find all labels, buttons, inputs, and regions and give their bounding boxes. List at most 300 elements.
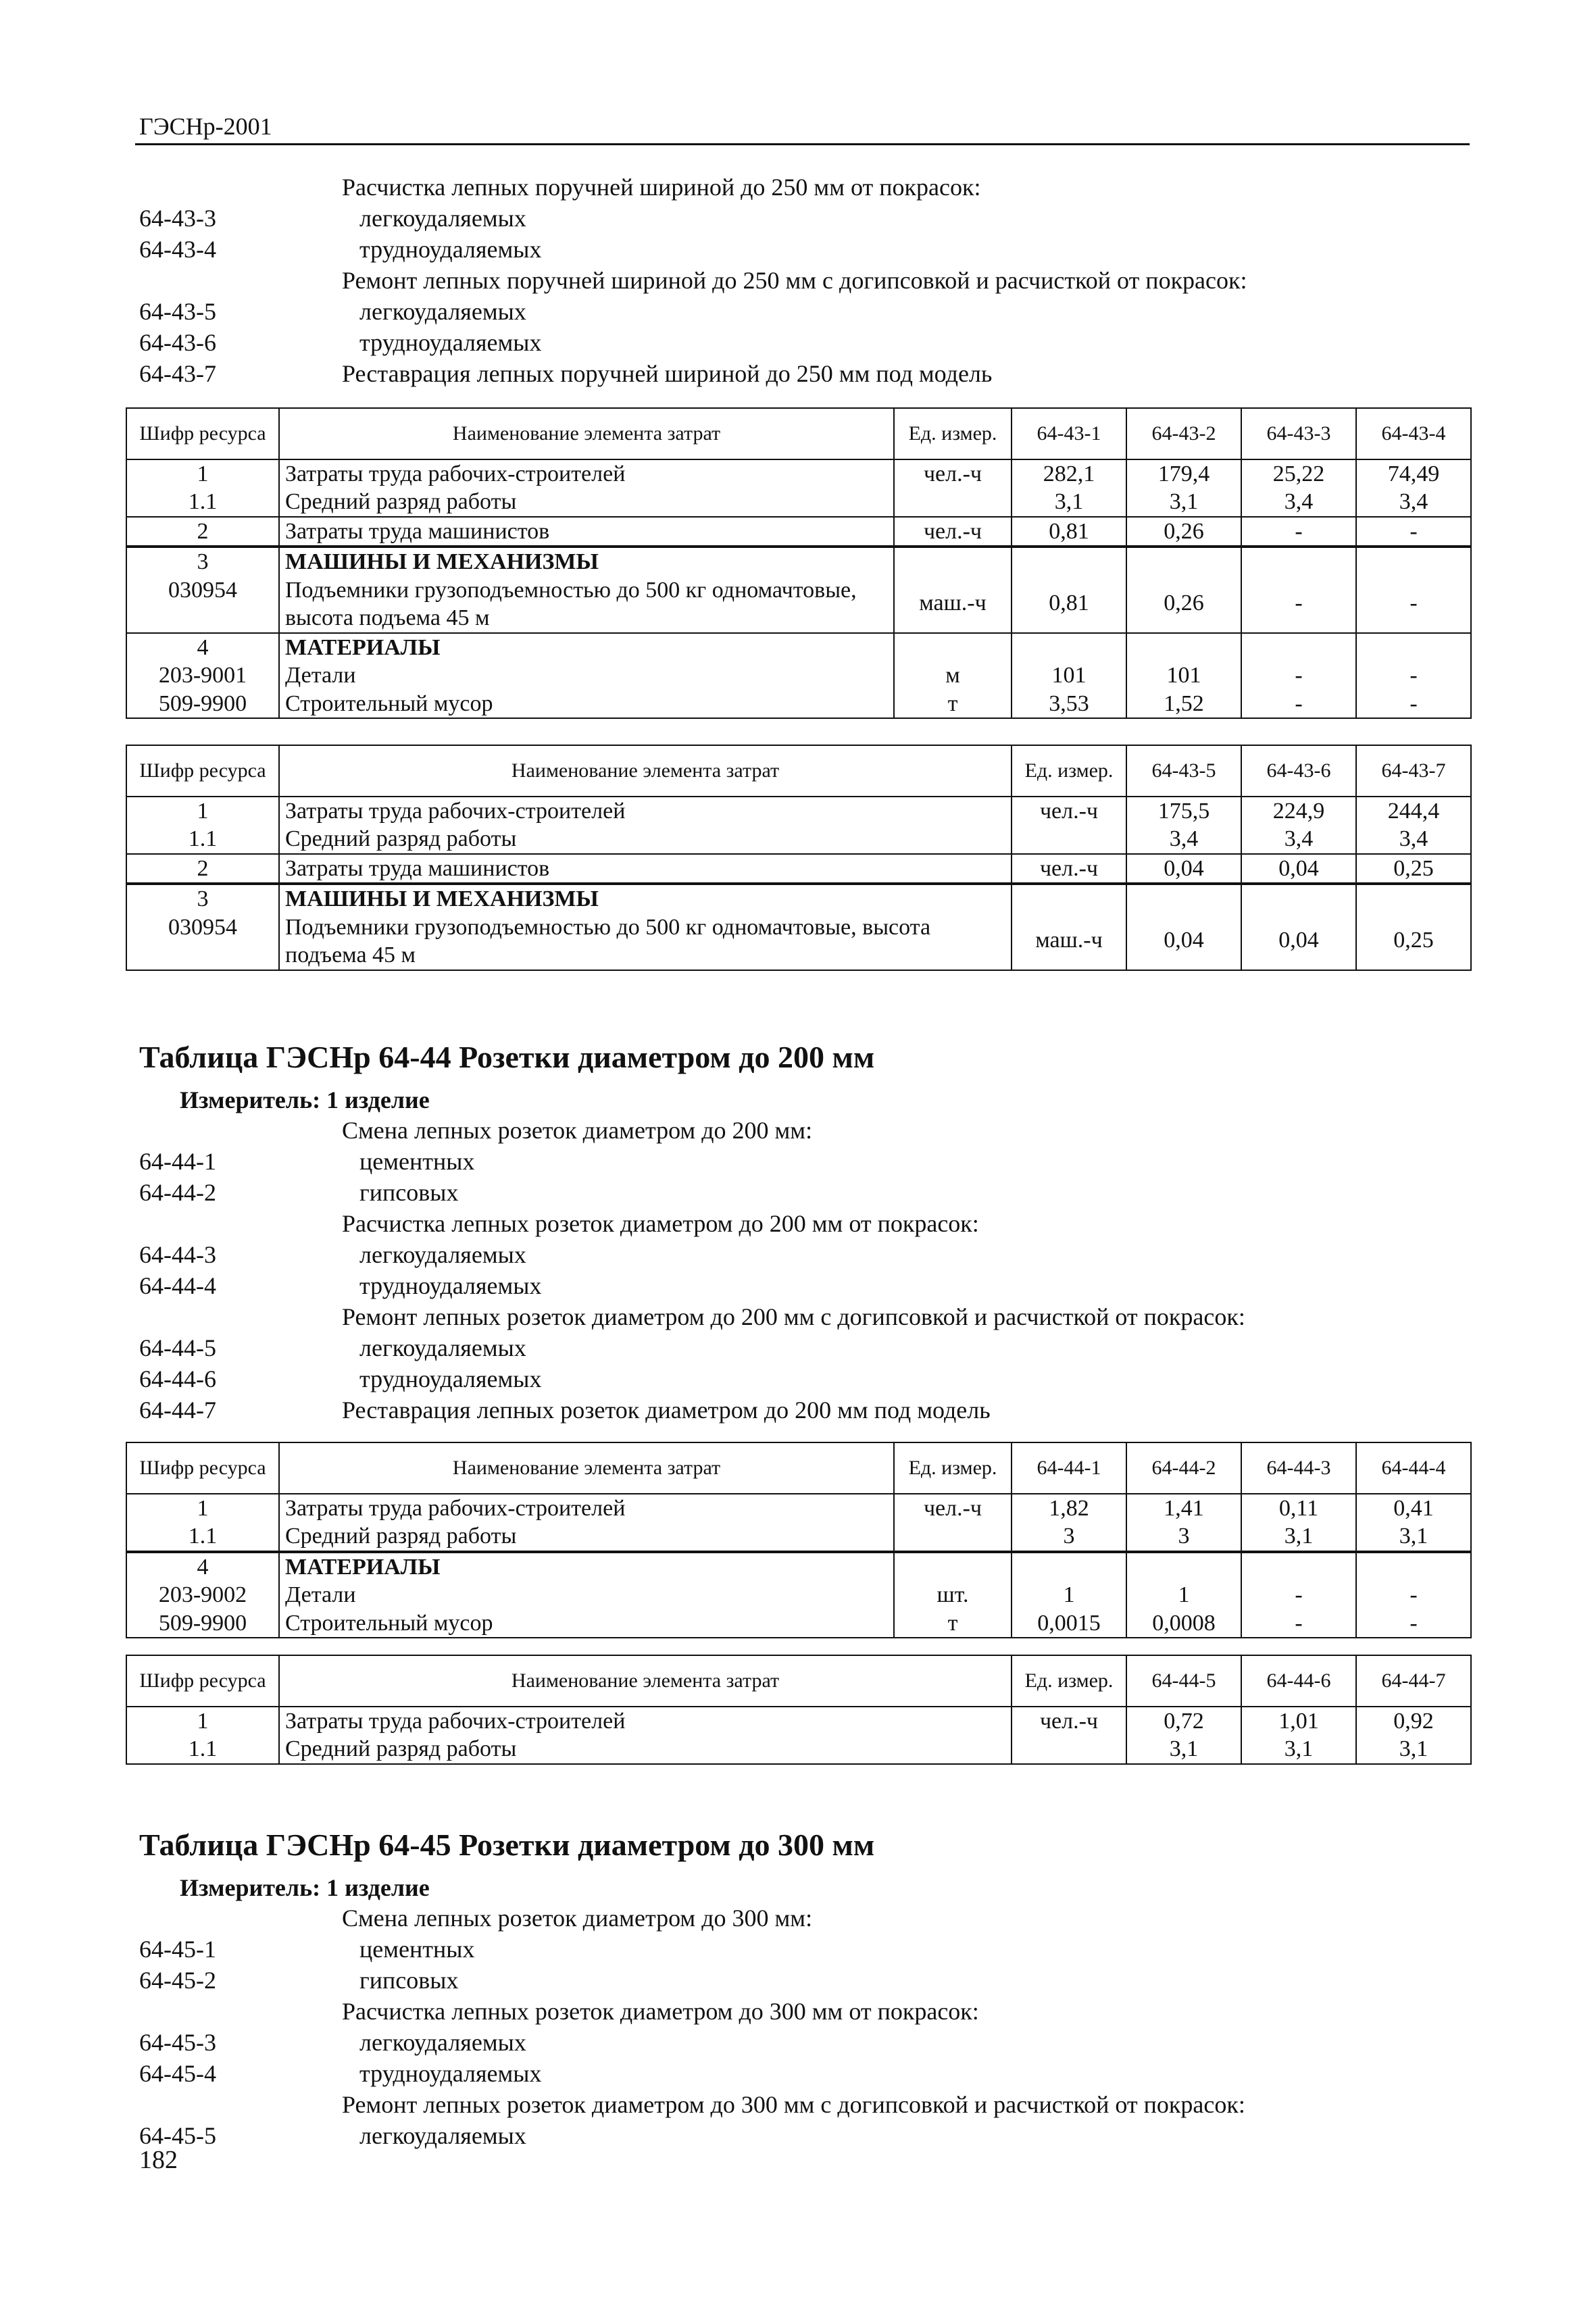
work-heading: Смена лепных розеток диаметром до 300 мм: [342,1905,813,1932]
norm-value: 3,1 [1054,489,1084,515]
cell-code [126,797,279,854]
work-code: 64-45-5 [139,2122,216,2149]
section-heading: МАШИНЫ И МЕХАНИЗМЫ [285,886,599,912]
cell-value [1126,1494,1241,1551]
norm-value: - [1295,663,1303,688]
resource-code: 1.1 [188,489,218,515]
cell-value [1012,1553,1126,1638]
cell-code [126,854,279,883]
resource-name: Затраты труда рабочих-строителей [285,1496,626,1521]
norm-value [1362,1553,1465,1581]
work-list-64-45 [139,1904,1470,2153]
list-line [139,1147,1470,1178]
cell-code [126,884,279,970]
cell-value [1012,633,1126,718]
cell-code [126,1494,279,1551]
table-row [126,547,1471,632]
list-line [139,1334,1470,1365]
resource-name: Средний разряд работы [285,826,517,852]
norm-table-64-43-b [126,745,1472,971]
norm-value: 0,0015 [1037,1610,1101,1636]
work-code: 64-43-3 [139,205,216,232]
cell-value [1356,1494,1471,1551]
norm-value: 0,81 [1049,590,1089,615]
norm-value: - [1410,590,1418,615]
work-heading: Ремонт лепных поручней шириной до 250 мм с догипсовкой и расчисткой от покрасок: [342,267,1247,294]
list-line [139,1904,1470,1935]
table-row [126,1494,1471,1551]
list-line [139,2090,1470,2121]
work-subitem: трудноудаляемых [359,236,542,263]
resource-name: Подъемники грузоподъемностью до 500 кг одномачтовые, высота подъема 45 м [285,577,857,631]
resource-unit [900,1553,1005,1581]
work-code: 64-44-5 [139,1334,216,1361]
norm-value [1362,634,1465,661]
list-line [139,1365,1470,1396]
resource-name: Средний разряд работы [285,1524,517,1549]
cell-value [1012,517,1126,546]
resource-unit: чел.-ч [923,461,982,486]
norm-value: 3,53 [1049,690,1089,716]
cell-code [126,1553,279,1638]
norm-value [1018,634,1120,661]
cell-code [126,517,279,546]
cell-unit [894,459,1012,517]
col-header-unit: Ед. измер. [1012,745,1126,797]
work-subitem: трудноудаляемых [359,2060,542,2087]
col-header-code: Шифр ресурса [126,408,279,459]
norm-value: - [1295,518,1303,544]
resource-code: 2 [197,855,209,881]
norm-value: 282,1 [1043,461,1095,486]
norm-value: 0,26 [1164,518,1204,544]
work-code: 64-45-1 [139,1936,216,1963]
cell-code [126,547,279,632]
col-header-code: Шифр ресурса [126,1442,279,1494]
cell-unit [894,1553,1012,1638]
resource-unit: чел.-ч [1039,1709,1099,1734]
cell-value [1126,884,1241,970]
norm-value: 0,92 [1393,1709,1434,1734]
cell-value [1126,854,1241,883]
norm-value [1018,548,1120,576]
col-header-norm: 64-44-2 [1126,1442,1241,1494]
table-title-64-45: Таблица ГЭСНр 64-45 Розетки диаметром до 300 мм [139,1828,875,1862]
header-rule [135,143,1470,145]
norm-value: 3,1 [1399,1524,1428,1549]
cell-value [1241,459,1356,517]
norm-value: - [1410,518,1418,544]
header-row [126,745,1471,797]
resource-code: 1.1 [188,826,218,852]
col-header-name: Наименование элемента затрат [279,408,894,459]
cell-value [1012,547,1126,632]
norm-value [1132,1553,1235,1581]
cell-value [1126,517,1241,546]
norm-value: 0,41 [1393,1496,1434,1521]
resource-code: 203-9001 [158,663,247,688]
cell-value [1241,1494,1356,1551]
work-heading: Реставрация лепных розеток диаметром до 200 мм под модель [342,1397,991,1424]
resource-code: 203-9002 [158,1582,247,1608]
work-heading: Расчистка лепных поручней шириной до 250 мм от покрасок: [342,174,981,201]
resource-code: 1 [197,1709,209,1734]
cell-name [279,884,1012,970]
work-subitem: легкоудаляемых [359,205,526,232]
col-header-norm: 64-43-5 [1126,745,1241,797]
work-code: 64-43-5 [139,298,216,325]
work-subitem: цементных [359,1936,475,1963]
resource-code: 1 [197,1496,209,1521]
resource-unit: т [947,690,958,716]
col-header-name: Наименование элемента затрат [279,745,1012,797]
cell-value [1356,854,1471,883]
resource-name: Средний разряд работы [285,489,517,515]
table-row [126,459,1471,517]
table-row [126,1553,1471,1638]
norm-value: 224,9 [1272,799,1325,824]
norm-value [1132,548,1235,576]
cell-value [1241,547,1356,632]
norm-value: 25,22 [1272,461,1325,486]
list-line [139,1997,1470,2028]
col-header-norm: 64-44-4 [1356,1442,1471,1494]
work-code: 64-43-6 [139,329,216,356]
norm-value: 0,04 [1278,855,1319,881]
col-header-name: Наименование элемента затрат [279,1655,1012,1707]
norm-value: - [1410,1582,1418,1608]
cell-value [1356,547,1471,632]
work-code: 64-44-1 [139,1148,216,1175]
resource-unit [900,548,1005,576]
norm-value: 0,04 [1164,855,1204,881]
cell-value [1126,547,1241,632]
resource-code: 030954 [168,914,237,940]
list-line [139,2059,1470,2090]
header-row [126,1655,1471,1707]
norm-value: 1,82 [1049,1496,1089,1521]
list-line [139,266,1470,297]
norm-value [1132,885,1235,913]
work-subitem: гипсовых [359,1967,459,1994]
col-header-code: Шифр ресурса [126,1655,279,1707]
norm-value: 74,49 [1387,461,1440,486]
work-heading: Расчистка лепных розеток диаметром до 200 мм от покрасок: [342,1210,979,1237]
norm-value [1362,885,1465,913]
cell-value [1126,797,1241,854]
resource-name: Затраты труда машинистов [285,518,550,544]
norm-value: 3,1 [1284,1736,1314,1762]
table-title-64-44: Таблица ГЭСНр 64-44 Розетки диаметром до 200 мм [139,1040,875,1074]
norm-value: 0,25 [1393,855,1434,881]
col-header-unit: Ед. измер. [894,1442,1012,1494]
norm-value: 3,4 [1399,826,1428,852]
cell-value [1012,1494,1126,1551]
work-code: 64-43-4 [139,236,216,263]
cell-value [1356,517,1471,546]
norm-table-64-43-a [126,407,1472,719]
resource-code: 1.1 [188,1524,218,1549]
work-subitem: цементных [359,1148,475,1175]
col-header-norm: 64-43-2 [1126,408,1241,459]
page-number: 182 [139,2146,178,2174]
resource-unit: маш.-ч [1035,927,1103,953]
resource-code: 3 [197,549,209,575]
cell-name [279,797,1012,854]
resource-name: Детали [285,663,356,688]
work-code: 64-44-7 [139,1397,216,1424]
cell-code [126,633,279,718]
work-list-64-43 [139,173,1470,391]
cell-value [1241,797,1356,854]
meter-64-45: Измеритель: 1 изделие [180,1874,430,1901]
norm-value: 3 [1063,1524,1075,1549]
work-code: 64-43-7 [139,360,216,387]
resource-code: 509-9900 [158,1610,247,1636]
norm-value: - [1410,663,1418,688]
resource-unit: чел.-ч [923,1496,982,1521]
norm-value: 0,25 [1393,927,1434,953]
norm-value: 1,41 [1164,1496,1204,1521]
work-heading: Реставрация лепных поручней шириной до 250 мм под модель [342,360,993,387]
cell-name [279,633,894,718]
table-row [126,854,1471,883]
col-header-norm: 64-43-4 [1356,408,1471,459]
work-code: 64-44-3 [139,1241,216,1268]
cell-value [1356,459,1471,517]
col-header-name: Наименование элемента затрат [279,1442,894,1494]
cell-value [1356,633,1471,718]
list-line [139,173,1470,204]
resource-name: Строительный мусор [285,690,493,716]
norm-value: 0,81 [1049,518,1089,544]
cell-unit [894,547,1012,632]
list-line [139,1178,1470,1209]
work-heading: Расчистка лепных розеток диаметром до 300 мм от покрасок: [342,1998,979,2025]
cell-name [279,547,894,632]
cell-value [1356,797,1471,854]
col-header-norm: 64-44-1 [1012,1442,1126,1494]
table-row [126,884,1471,970]
list-line [139,1209,1470,1240]
resource-unit [1018,885,1120,913]
cell-value [1241,517,1356,546]
list-line [139,1240,1470,1272]
norm-value [1018,1553,1120,1581]
norm-value: - [1295,690,1303,716]
norm-value: - [1410,1610,1418,1636]
norm-value [1362,548,1465,576]
resource-unit: т [947,1610,958,1636]
work-code: 64-44-4 [139,1272,216,1299]
resource-code: 030954 [168,577,237,603]
resource-unit [900,488,1005,515]
col-header-norm: 64-43-6 [1241,745,1356,797]
resource-unit [1018,825,1120,853]
resource-code: 2 [197,518,209,544]
work-subitem: легкоудаляемых [359,1241,526,1268]
table-row [126,517,1471,546]
section-heading: МАТЕРИАЛЫ [285,634,441,660]
work-heading: Ремонт лепных розеток диаметром до 200 мм с догипсовкой и расчисткой от покрасок: [342,1303,1245,1330]
section-heading: МАТЕРИАЛЫ [285,1554,441,1580]
cell-value [1241,633,1356,718]
norm-value: 0,0008 [1152,1610,1216,1636]
header-row [126,408,1471,459]
cell-value [1126,459,1241,517]
list-line [139,328,1470,359]
table-row [126,797,1471,854]
cell-name [279,517,894,546]
list-line [139,1396,1470,1427]
cell-value [1126,1707,1241,1764]
norm-value: 3 [1178,1524,1190,1549]
col-header-unit: Ед. измер. [894,408,1012,459]
work-code: 64-44-2 [139,1179,216,1206]
work-subitem: легкоудаляемых [359,2029,526,2056]
col-header-code: Шифр ресурса [126,745,279,797]
work-heading: Смена лепных розеток диаметром до 200 мм: [342,1117,813,1144]
norm-value: - [1295,1610,1303,1636]
table-row [126,1707,1471,1764]
cell-value [1241,854,1356,883]
norm-value [1247,885,1350,913]
work-subitem: трудноудаляемых [359,1272,542,1299]
running-header: ГЭСНр-2001 [139,113,272,140]
cell-name [279,459,894,517]
list-line [139,297,1470,328]
list-line [139,1966,1470,1997]
norm-value: 244,4 [1387,799,1440,824]
cell-value [1356,1553,1471,1638]
col-header-norm: 64-43-3 [1241,408,1356,459]
work-subitem: легкоудаляемых [359,1334,526,1361]
norm-value: 1 [1178,1582,1190,1608]
norm-value: 0,26 [1164,590,1204,615]
cell-value [1126,1553,1241,1638]
resource-unit: м [945,663,960,688]
list-line [139,1272,1470,1303]
norm-table-64-44-b [126,1655,1472,1765]
cell-unit [894,517,1012,546]
resource-unit [900,1522,1005,1550]
resource-name: Затраты труда машинистов [285,855,550,881]
cell-unit [894,633,1012,718]
work-list-64-44 [139,1116,1470,1427]
norm-value: 3,1 [1169,489,1199,515]
meter-64-44: Измеритель: 1 изделие [180,1086,430,1113]
resource-code: 509-9900 [158,690,247,716]
norm-value: 3,1 [1399,1736,1428,1762]
work-code: 64-45-4 [139,2060,216,2087]
cell-code [126,459,279,517]
norm-value [1247,548,1350,576]
norm-value: - [1295,590,1303,615]
list-line [139,1303,1470,1334]
cell-name [279,1707,1012,1764]
col-header-norm: 64-44-7 [1356,1655,1471,1707]
resource-name: Затраты труда рабочих-строителей [285,461,626,486]
list-line [139,359,1470,391]
cell-value [1012,459,1126,517]
resource-unit: чел.-ч [923,518,982,544]
cell-value [1356,884,1471,970]
col-header-norm: 64-44-6 [1241,1655,1356,1707]
norm-value [1132,634,1235,661]
list-line [139,1935,1470,1966]
norm-value: 3,4 [1284,489,1314,515]
resource-code: 3 [197,886,209,912]
cell-value [1356,1707,1471,1764]
norm-value [1247,1553,1350,1581]
resource-name: Средний разряд работы [285,1736,517,1762]
cell-unit [1012,884,1126,970]
cell-unit [894,1494,1012,1551]
cell-unit [1012,797,1126,854]
resource-name: Затраты труда рабочих-строителей [285,799,626,824]
list-line [139,204,1470,235]
norm-value: 3,4 [1284,826,1314,852]
cell-name [279,1494,894,1551]
resource-unit [1018,1735,1120,1763]
col-header-norm: 64-43-7 [1356,745,1471,797]
resource-name: Детали [285,1582,356,1608]
resource-code: 4 [197,1554,209,1580]
norm-value: 175,5 [1157,799,1210,824]
norm-value: 1,01 [1278,1709,1319,1734]
cell-unit [1012,854,1126,883]
resource-name: Подъемники грузоподъемностью до 500 кг одномачтовые, высота подъема 45 м [285,914,931,968]
cell-unit [1012,1707,1126,1764]
resource-code: 4 [197,634,209,660]
col-header-norm: 64-44-5 [1126,1655,1241,1707]
resource-code: 1 [197,461,209,486]
list-line [139,2121,1470,2153]
section-heading: МАШИНЫ И МЕХАНИЗМЫ [285,549,599,575]
norm-value: 0,11 [1278,1496,1319,1521]
norm-value: 1 [1063,1582,1075,1608]
work-code: 64-45-3 [139,2029,216,2056]
cell-value [1241,1707,1356,1764]
work-subitem: легкоудаляемых [359,2122,526,2149]
norm-value: 3,4 [1169,826,1199,852]
resource-name: Строительный мусор [285,1610,493,1636]
col-header-norm: 64-43-1 [1012,408,1126,459]
resource-unit: маш.-ч [919,590,987,615]
work-code: 64-44-6 [139,1365,216,1392]
resource-unit [900,634,1005,661]
cell-name [279,854,1012,883]
list-line [139,235,1470,266]
norm-value: 101 [1166,663,1201,688]
work-subitem: гипсовых [359,1179,459,1206]
work-subitem: трудноудаляемых [359,1365,542,1392]
norm-value: 3,1 [1284,1524,1314,1549]
table-row [126,633,1471,718]
norm-value: 0,72 [1164,1709,1204,1734]
list-line [139,1116,1470,1147]
work-heading: Ремонт лепных розеток диаметром до 300 мм с догипсовкой и расчисткой от покрасок: [342,2091,1245,2118]
resource-code: 1 [197,799,209,824]
cell-value [1241,884,1356,970]
norm-value: 0,04 [1278,927,1319,953]
cell-code [126,1707,279,1764]
resource-unit: шт. [937,1582,969,1608]
cell-value [1241,1553,1356,1638]
resource-unit: чел.-ч [1039,799,1099,824]
norm-value: 3,1 [1169,1736,1199,1762]
cell-value [1126,633,1241,718]
